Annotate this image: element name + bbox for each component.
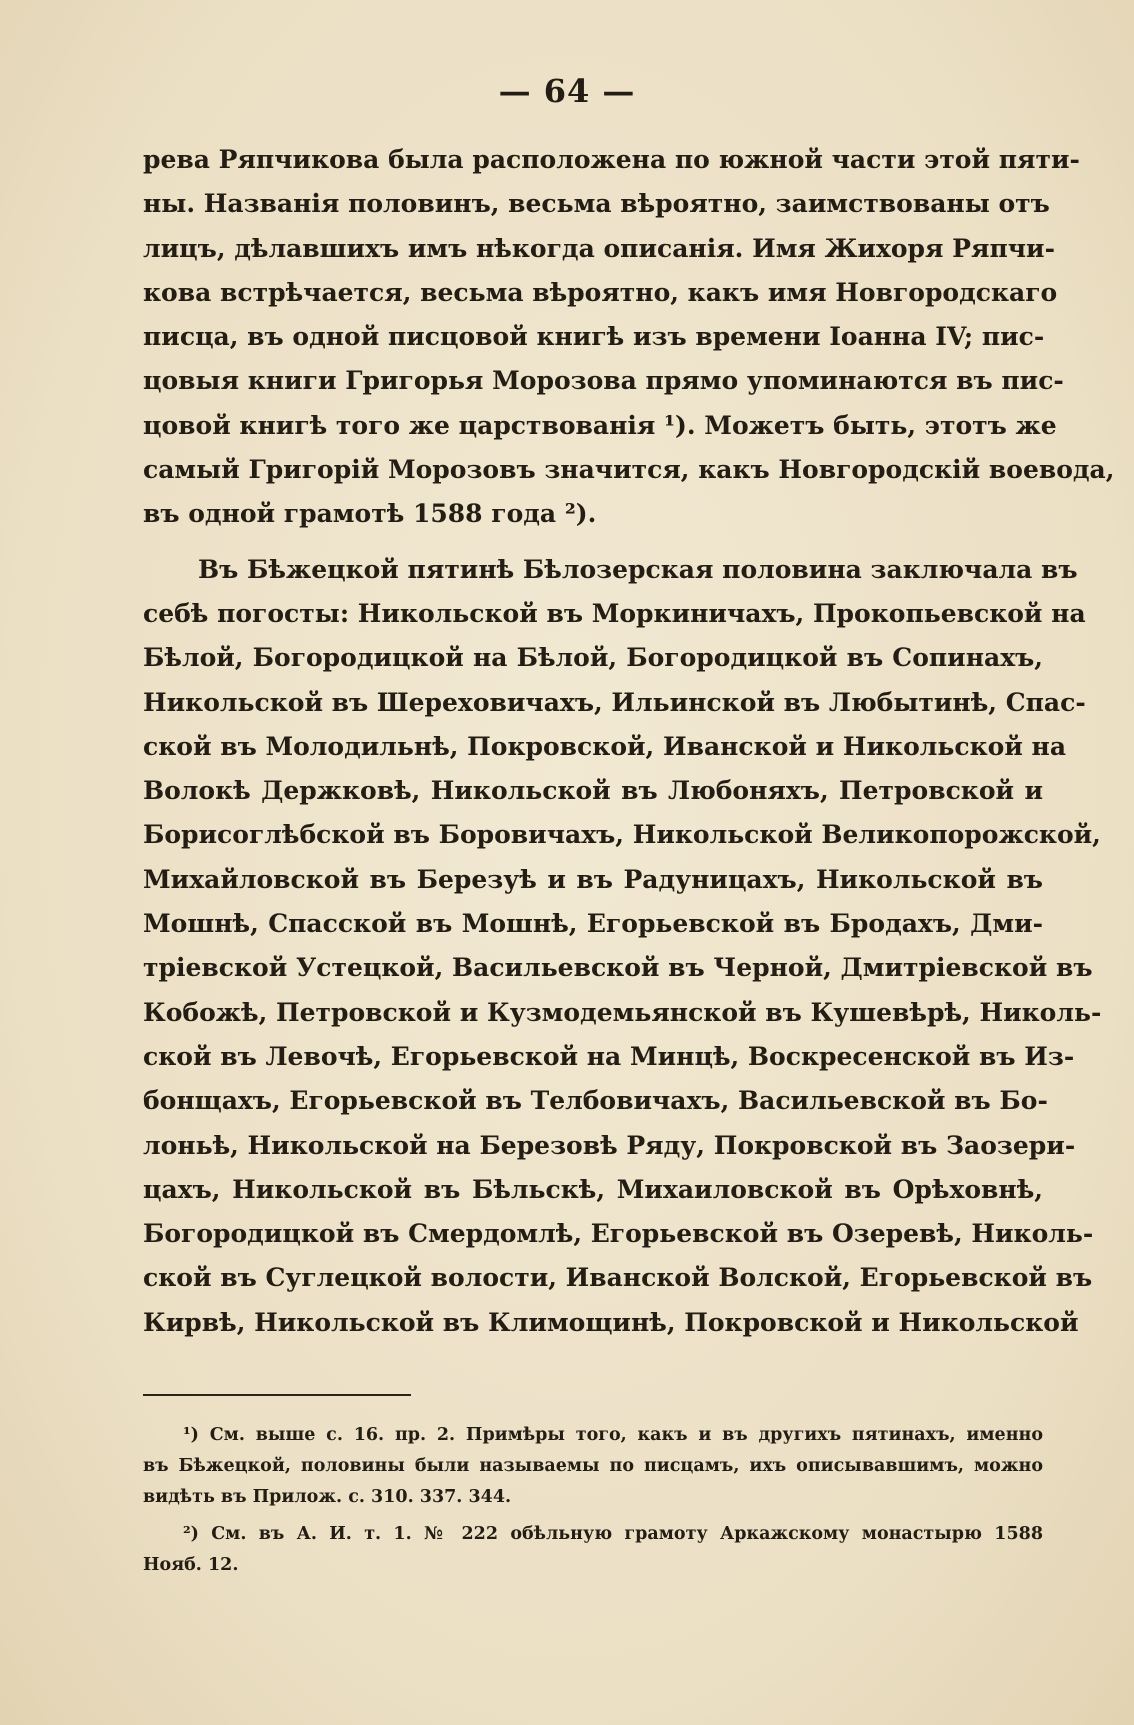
text-line: ны. Названія половинъ, весьма вѣроятно, заимствованы отъ	[143, 189, 1050, 219]
text-line: ской въ Молодильнѣ, Покровской, Иванской и Никольской на	[143, 731, 1067, 761]
text-line: Михайловской въ Березуѣ и въ Радуницахъ, Никольской въ	[143, 864, 1043, 894]
text-line: бонщахъ, Егорьевской въ Телбовичахъ, Васильевской въ Бо-	[143, 1086, 1048, 1116]
text-line: цовой книгѣ того же царствованія ¹). Можетъ быть, этотъ же	[143, 410, 1057, 440]
footnotes	[143, 1420, 1043, 1581]
text-line: тріевской Устецкой, Васильевской въ Черной, Дмитріевской въ	[143, 953, 1093, 983]
text-line: Волокѣ Держковѣ, Никольской въ Любоняхъ, Петровской и	[143, 776, 1043, 806]
footnote	[143, 1519, 1043, 1581]
text-line: Кирвѣ, Никольской въ Климощинѣ, Покровской и Никольской	[143, 1307, 1079, 1337]
text-line: Богородицкой въ Смердомлѣ, Егорьевской въ Озеревѣ, Николь-	[143, 1219, 1094, 1249]
text-line: Кобожѣ, Петровской и Кузмодемьянской въ Кушевѣрѣ, Николь-	[143, 997, 1102, 1027]
text-line: писца, въ одной писцовой книгѣ изъ времени Іоанна IV; пис-	[143, 322, 1045, 352]
text-line: въ одной грамотѣ 1588 года ²).	[143, 499, 597, 529]
footnote-line: видѣть въ Прилож. с. 310. 337. 344.	[143, 1487, 512, 1507]
text-line: кова встрѣчается, весьма вѣроятно, какъ имя Новгородскаго	[143, 277, 1058, 307]
paragraph	[143, 138, 1115, 537]
page-number: — 64 —	[498, 72, 636, 110]
text-line: Въ Бѣжецкой пятинѣ Бѣлозерская половина заключала въ	[198, 554, 1078, 584]
footnote-line: Нояб. 12.	[143, 1555, 239, 1575]
text-line: лоньѣ, Никольской на Березовѣ Ряду, Покровской въ Заозери-	[143, 1130, 1076, 1160]
text-line: себѣ погосты: Никольской въ Моркиничахъ, Прокопьевской на	[143, 598, 1086, 628]
text-line: Бѣлой, Богородицкой на Бѣлой, Богородицкой въ Сопинахъ,	[143, 643, 1043, 673]
text-line: Борисоглѣбской въ Боровичахъ, Никольской Великопорожской,	[143, 820, 1101, 850]
text-line	[143, 1345, 1043, 1389]
text-line: ской въ Левочѣ, Егорьевской на Минцѣ, Воскресенской въ Из-	[143, 1041, 1075, 1071]
text-line: рева Ряпчикова была расположена по южной части этой пяти-	[143, 145, 1080, 174]
text-line: цахъ, Никольской въ Бѣльскѣ, Михаиловской въ Орѣховнѣ,	[143, 1174, 1043, 1204]
footnote-line: ¹) См. выше с. 16. пр. 2. Примѣры того, какъ и въ другихъ пятинахъ, именно	[183, 1425, 1043, 1445]
text-line: ской въ Суглецкой волости, Иванской Волской, Егорьевской въ	[143, 1263, 1093, 1293]
text-line: цовыя книги Григорья Морозова прямо упоминаются въ пис-	[143, 366, 1064, 396]
text-line: лицъ, дѣлавшихъ имъ нѣкогда описанія. Имя Жихоря Ряпчи-	[143, 233, 1055, 263]
text-line	[143, 1611, 1043, 1655]
text-line: самый Григорій Морозовъ значится, какъ Новгородскій воевода,	[143, 455, 1115, 485]
text-line	[143, 1655, 1043, 1699]
footnote-line: въ Бѣжецкой, половины были называемы по писцамъ, ихъ описывавшимъ, можно	[143, 1456, 1043, 1476]
footnote-line: ²) См. въ А. И. т. 1. № 222 обѣльную грамоту Аркажскому монастырю 1588	[183, 1524, 1043, 1544]
text-line: Никольской въ Шереховичахъ, Ильинской въ Любытинѣ, Спас-	[143, 687, 1086, 717]
text-line: Мошнѣ, Спасской въ Мошнѣ, Егорьевской въ Бродахъ, Дми-	[143, 909, 1043, 939]
footnote-divider	[143, 1394, 411, 1396]
footnote	[143, 1420, 1043, 1513]
